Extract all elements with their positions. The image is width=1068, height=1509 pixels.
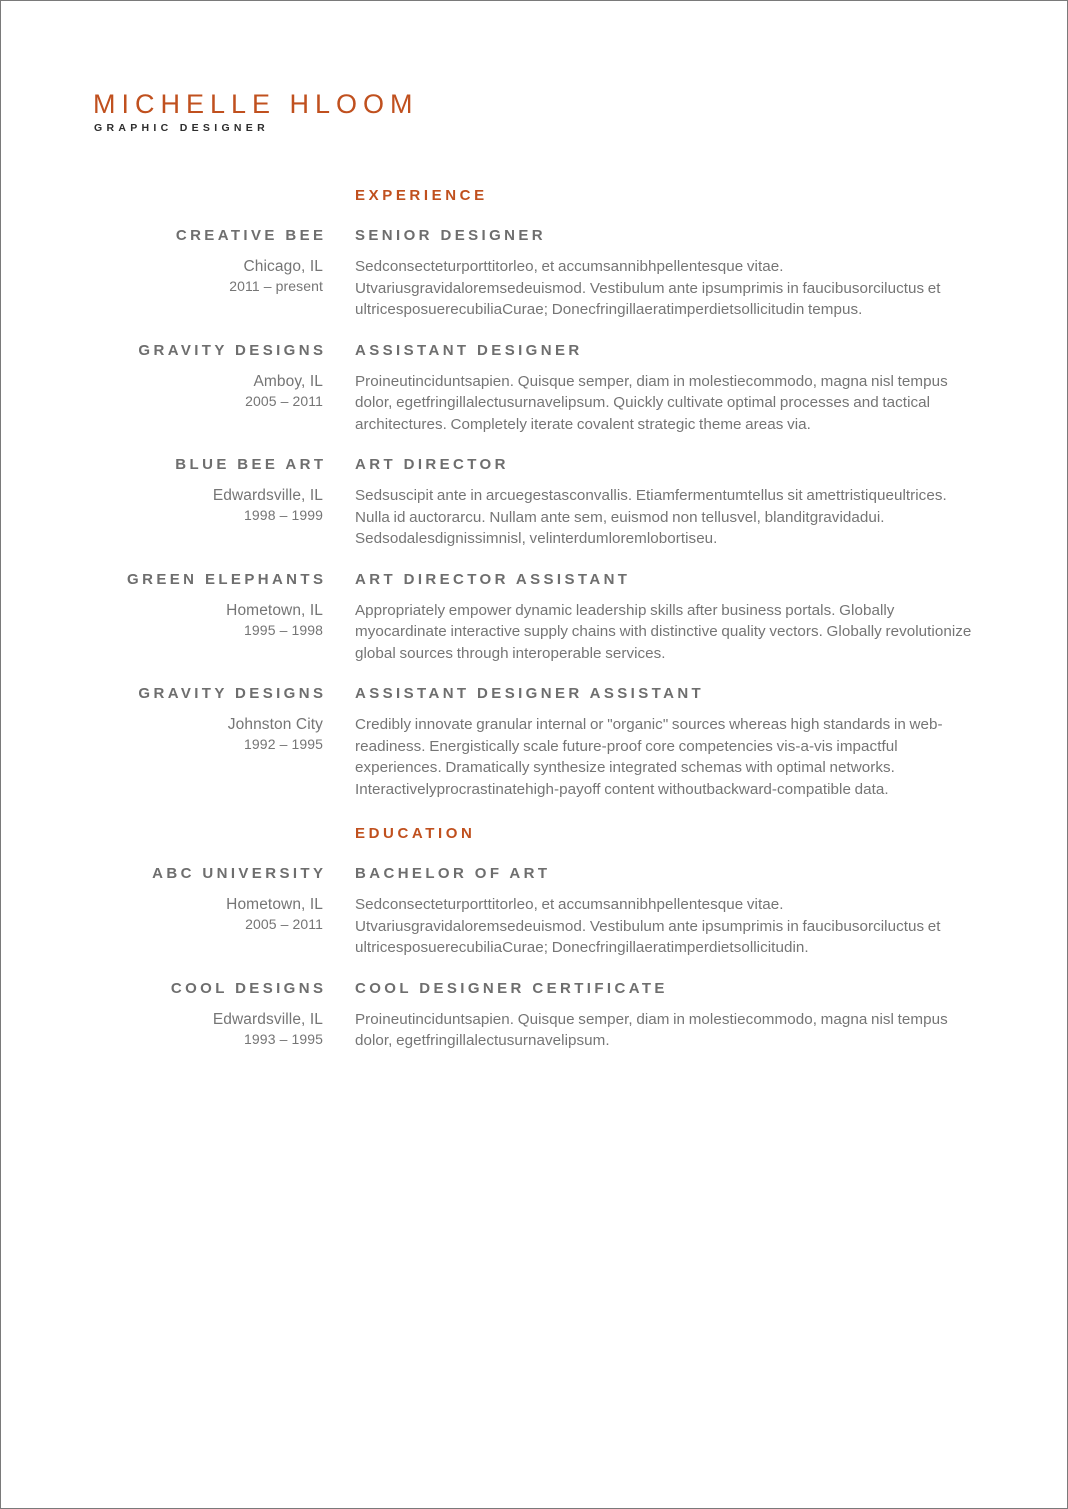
entry-right-column [323, 979, 985, 1052]
entry-dates: 2005 – 2011 [245, 916, 323, 932]
section-title-education: EDUCATION [355, 825, 476, 842]
entry-left-column [1, 226, 327, 296]
company-name: CREATIVE BEE [175, 227, 327, 244]
entry-left-column [1, 341, 327, 411]
entry-description: Sedconsecteturporttitorleo, et accumsannibhpellentesque vitae. Utvariusgravidaloremsedeuismod. Vestibulum ante ipsumprimis in faucibusorciluctus et ultricesposuerecubiliaCurae; Donecfringillaeratimperdietsollicitudin. [355, 896, 941, 956]
entry-description: Appropriately empower dynamic leadership skills after business portals. Globally myocardinate interactive supply chains with distinctive quality vectors. Globally revolutionize global sources through interoperable services. [355, 601, 972, 662]
entry-dates: 1998 – 1999 [244, 507, 323, 523]
job-title: ASSISTANT DESIGNER ASSISTANT [355, 685, 705, 702]
school-name: COOL DESIGNS [170, 979, 327, 997]
entry-location: Chicago, IL [243, 258, 323, 275]
entry-description: Proineutinciduntsapien. Quisque semper, diam in molestiecommodo, magna nisl tempus dolor, egetfringillalectusurnavelipsum. [355, 1010, 948, 1049]
entry-meta [1, 600, 323, 640]
entry-location: Johnston City [227, 716, 323, 733]
experience-entry [1, 226, 1067, 321]
resume-body [1, 186, 1067, 1052]
experience-entry [1, 570, 1067, 665]
job-title: ART DIRECTOR [355, 456, 509, 473]
job-title: SENIOR DESIGNER [355, 227, 547, 244]
degree-title: BACHELOR OF ART [355, 865, 551, 882]
candidate-name: MICHELLE HLOOM [93, 89, 419, 119]
experience-entry [1, 455, 1067, 550]
entry-location: Hometown, IL [226, 601, 323, 619]
entry-right-column [323, 455, 985, 550]
entry-right-column [323, 341, 985, 436]
job-title: ART DIRECTOR ASSISTANT [355, 570, 631, 588]
degree-title: COOL DESIGNER CERTIFICATE [355, 979, 668, 997]
experience-entry [1, 341, 1067, 436]
entry-location: Edwardsville, IL [212, 487, 323, 504]
entry-dates: 2011 – present [229, 278, 323, 294]
entry-location: Hometown, IL [226, 896, 323, 913]
entry-right-column [323, 864, 985, 959]
section-title-experience: EXPERIENCE [355, 187, 488, 204]
company-name: BLUE BEE ART [175, 456, 327, 473]
entry-meta [1, 1009, 323, 1049]
education-entry [1, 864, 1067, 959]
school-name: ABC UNIVERSITY [152, 865, 327, 882]
education-entry [1, 979, 1067, 1052]
entry-left-column [1, 864, 327, 934]
company-name: GRAVITY DESIGNS [138, 685, 327, 702]
entry-meta [1, 714, 323, 754]
entry-dates: 2005 – 2011 [245, 392, 323, 409]
entry-right-column [323, 684, 985, 800]
entry-dates: 1992 – 1995 [244, 736, 323, 752]
entry-left-column [1, 979, 327, 1049]
entry-left-column [1, 570, 327, 640]
candidate-role: GRAPHIC DESIGNER [94, 122, 269, 134]
page-inner [1, 1, 1067, 1508]
entry-meta [1, 894, 323, 934]
entry-meta [1, 485, 323, 525]
entry-description: Sedsuscipit ante in arcuegestasconvallis. Etiamfermentumtellus sit amettristiqueultrices. Nulla id auctorarcu. Nullam ante sem, euismod non tellusvel, blanditgravidadui. Sedsodalesdignissimnisl, velinterdumloremlobortiseu. [355, 487, 947, 547]
entry-right-column [323, 226, 985, 321]
company-name: GREEN ELEPHANTS [127, 570, 327, 588]
job-title: ASSISTANT DESIGNER [355, 341, 583, 359]
experience-entry [1, 684, 1067, 800]
entry-description: Proineutinciduntsapien. Quisque semper, diam in molestiecommodo, magna nisl tempus dolor, egetfringillalectusurnavelipsum. Quickly cultivate optimal processes and tactical architectures. Completely iterate covalent strategic theme areas via. [355, 372, 948, 433]
entry-meta [1, 371, 323, 411]
resume-header [93, 89, 793, 135]
entry-description: Sedconsecteturporttitorleo, et accumsannibhpellentesque vitae. Utvariusgravidaloremsedeuismod. Vestibulum ante ipsumprimis in faucibusorciluctus et ultricesposuerecubiliaCurae; Donecfringillaeratimperdietsollicitudin tempus. [355, 258, 941, 318]
entry-left-column [1, 455, 327, 525]
entry-dates: 1993 – 1995 [244, 1030, 323, 1047]
entry-description: Credibly innovate granular internal or "organic" sources whereas high standards in web-readiness. Energistically scale future-proof core competencies vis-a-vis impactful experiences. Dramatically synthesize integrated schemas with optimal networks. Interactivelyprocrastinatehigh-payoff content withoutbackward-compatible data. [355, 716, 943, 798]
entry-location: Amboy, IL [253, 372, 323, 390]
company-name: GRAVITY DESIGNS [138, 341, 327, 359]
entry-dates: 1995 – 1998 [244, 621, 323, 638]
entry-right-column [323, 570, 985, 665]
entry-meta [1, 256, 323, 296]
entry-location: Edwardsville, IL [212, 1010, 323, 1028]
entry-left-column [1, 684, 327, 754]
